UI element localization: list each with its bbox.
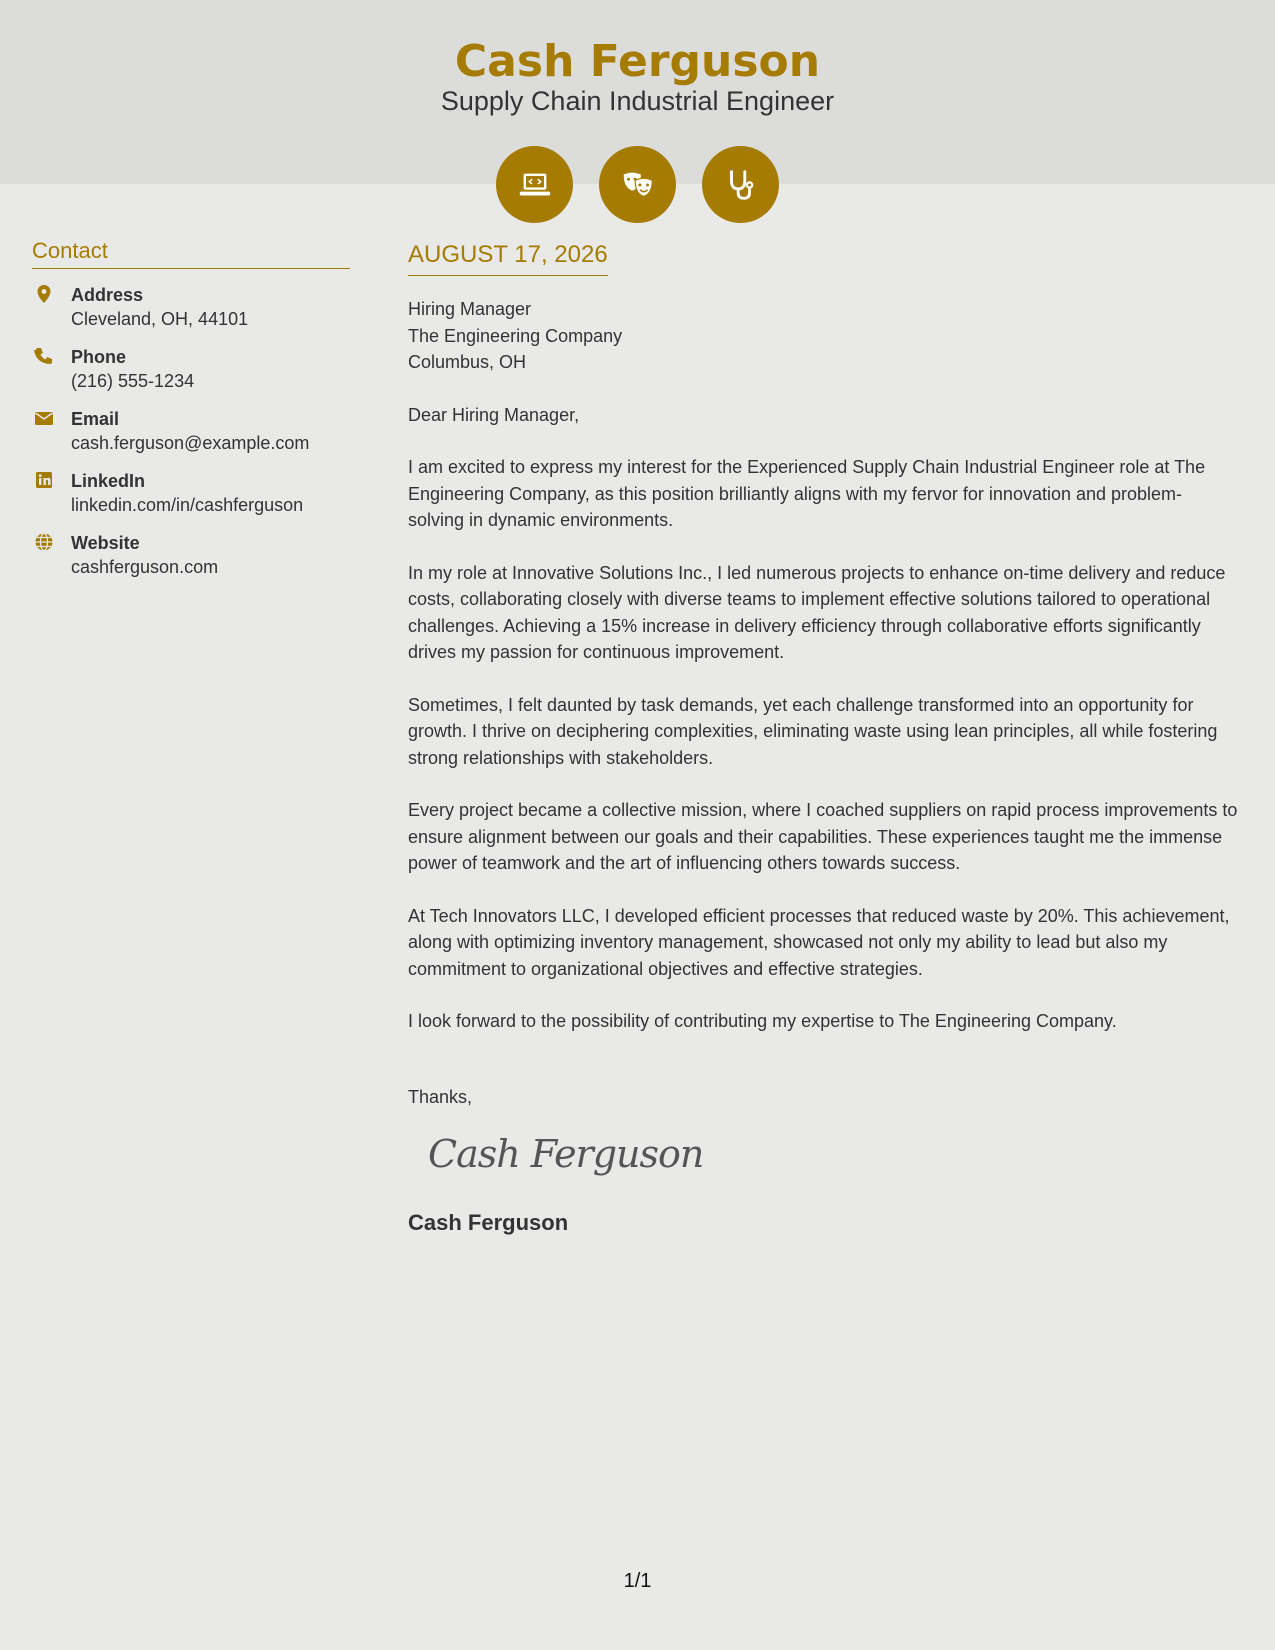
masks-theater-icon [599,146,676,223]
paragraph: In my role at Innovative Solutions Inc., I led numerous projects to enhance on-time delivery and reduce costs, collaborating closely with diverse teams to implement effective solutions tailored to operational challenges. Achieving a 15% increase in delivery efficiency through collaborative efforts significantly drives my passion for continuous improvement. [408,562,1226,662]
handwritten-signature: Cash Ferguson [428,1131,704,1176]
signer-name: Cash Ferguson [408,1209,569,1235]
contact-website [32,531,350,579]
recipient-company: The Engineering Company [408,325,623,346]
contact-phone [32,345,350,393]
recipient-location: Columbus, OH [408,352,527,372]
contact-email [32,407,350,455]
contact-value[interactable]: linkedin.com/in/cashferguson [71,495,304,515]
recipient-block [408,296,1238,376]
recipient-name: Hiring Manager [408,299,532,319]
contact-value: Cleveland, OH, 44101 [71,309,249,329]
contact-label: Phone [71,347,127,367]
paragraph: I look forward to the possibility of contributing my expertise to The Engineering Company. [408,1011,1117,1031]
paragraph: At Tech Innovators LLC, I developed efficient processes that reduced waste by 20%. This achievement, along with optimizing inventory management, showcased not only my ability to lead but also my commitment to organizational objectives and effective strategies. [408,905,1230,979]
contact-linkedin [32,469,350,517]
salutation: Dear Hiring Manager, [408,404,580,425]
letter-date: AUGUST 17, 2026 [408,241,608,276]
paragraph: Every project became a collective mission, where I coached suppliers on rapid process improvements to ensure alignment between our goals and their capabilities. These experiences taught me the immense power of teamwork and the art of influencing others towards success. [408,800,1238,873]
map-pin-icon [34,284,54,304]
phone-icon [34,346,54,366]
contact-sidebar [32,238,350,579]
stethoscope-icon [702,146,779,223]
candidate-name: Cash Ferguson [454,36,821,87]
paragraph: Sometimes, I felt daunted by task demands, yet each challenge transformed into an opportunity for growth. I thrive on deciphering complexities, eliminating waste using lean principles, all while fostering strong relationships with stakeholders. [408,694,1218,768]
globe-icon [34,532,54,552]
contact-address [32,283,350,331]
contact-label: Email [71,409,120,429]
closing: Thanks, [408,1086,473,1107]
interest-icons [496,146,779,223]
letter-body [408,241,1238,1236]
linkedin-icon [34,470,54,490]
contact-value: (216) 555-1234 [71,371,195,391]
contact-label: LinkedIn [71,471,146,491]
paragraph: I am excited to express my interest for the Experienced Supply Chain Industrial Engineer role at The Engineering Company, as this position brilliantly aligns with my fervor for innovation and problem-solving in dynamic environments. [408,457,1206,530]
contact-value[interactable]: cash.ferguson@example.com [71,433,310,453]
contact-label: Address [71,285,144,305]
contact-value[interactable]: cashferguson.com [71,557,219,577]
candidate-title: Supply Chain Industrial Engineer [440,86,835,116]
page-number: 1/1 [623,1570,652,1592]
contact-label: Website [71,533,140,553]
laptop-code-icon [496,146,573,223]
envelope-icon [34,408,54,428]
contact-heading: Contact [32,238,350,269]
